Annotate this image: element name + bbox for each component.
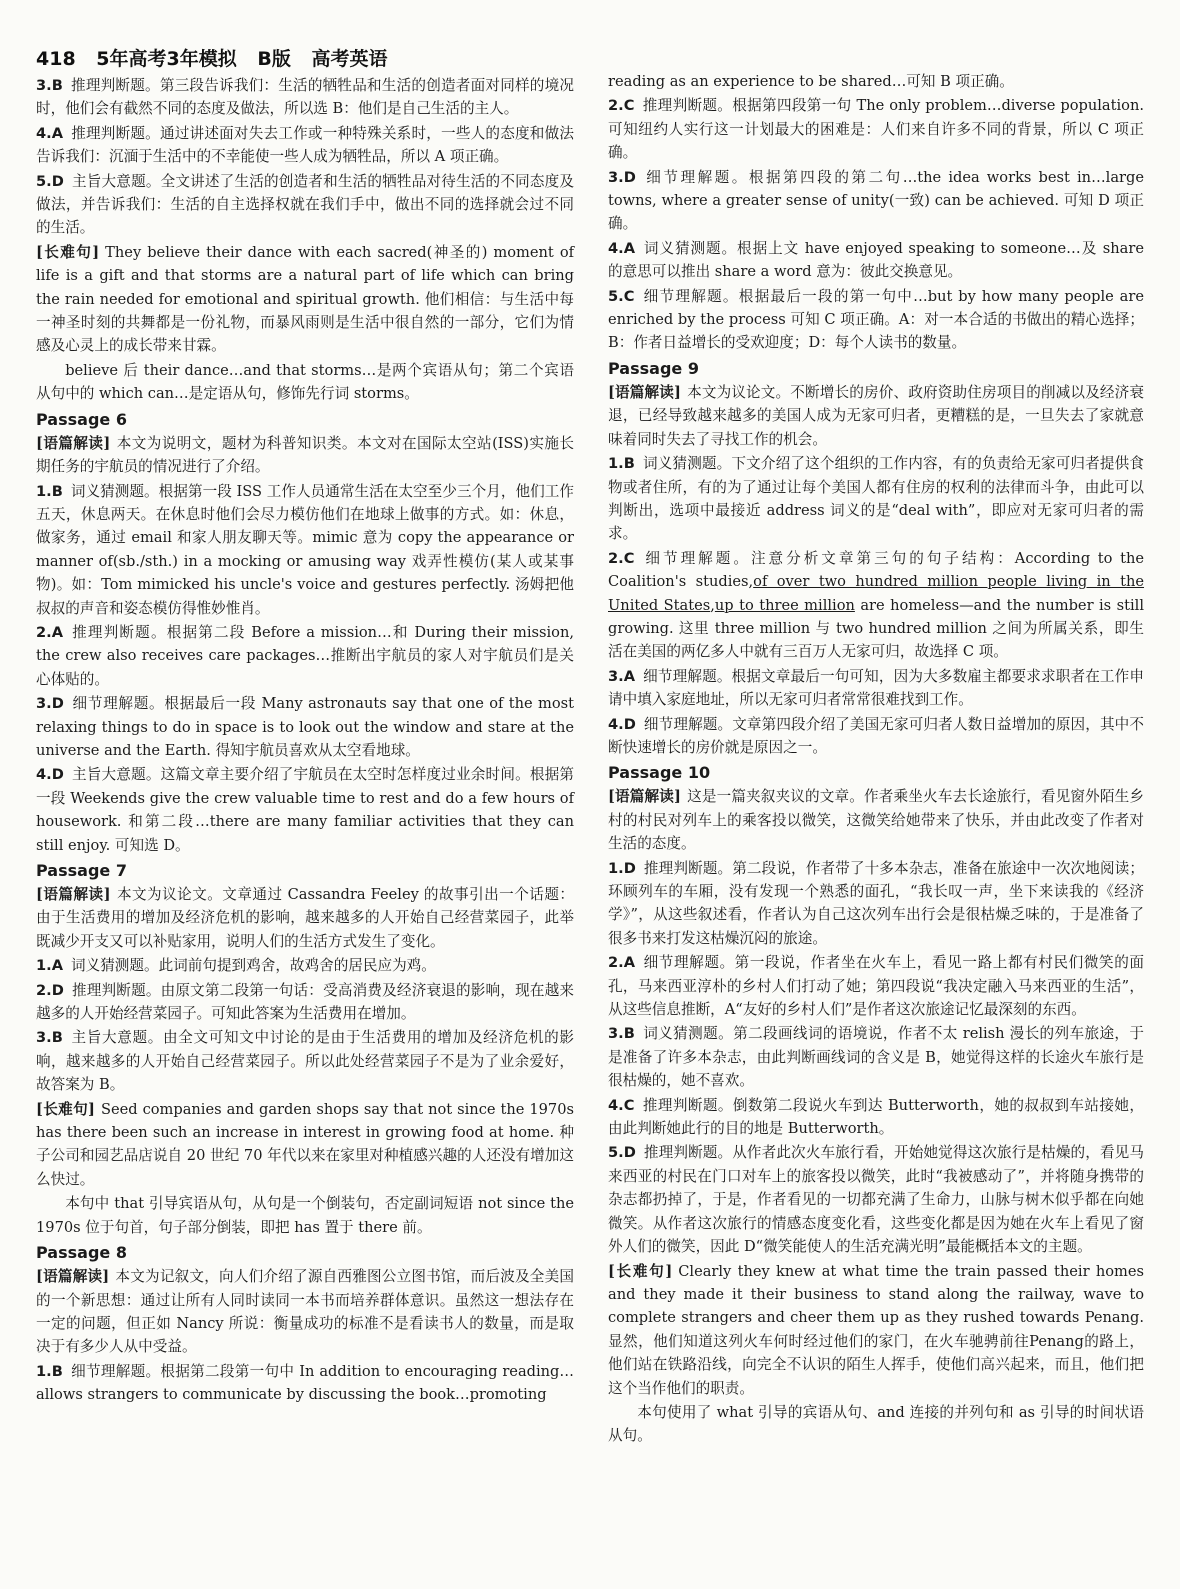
answer-number: 4.C [608,1096,635,1114]
passage-title: Passage 8 [36,1243,127,1263]
passage-intro [608,381,1144,451]
long-sentence-label: [长难句] [36,243,100,261]
answer-number: 2.A [36,623,63,641]
answer-number: 3.D [608,168,636,186]
answer-explanation: 推理判断题。从作者此次火车旅行看，开始她觉得这次旅行是枯燥的，看见马来西亚的村民在门口对车上的旅客投以微笑，此时“我被感动了”，并将随身携带的杂志都扔掉了，于是，作者看见的一切都充满了生命力，山脉与树木似乎都在向她微笑。从作者这次旅行的情感态度变化看，这些变化都是因为她在火车上看见了窗外人们的微笑，因此 D“微笑能使人的生活充满光明”最能概括本文的主题。 [608,1144,1144,1256]
answer-number: 2.A [608,954,635,972]
answer-item [36,954,574,977]
answer-item [608,1094,1144,1141]
passage-title: Passage 7 [36,861,127,880]
answer-explanation: 词义猜测题。下文介绍了这个组织的工作内容，有的负责给无家可归者提供食物或者住所，有的为了通过让每个美国人都有住房的权利的法律而斗争，由此可以判断出，选项中最接近 address 词义的是“deal with”，即应对无家可归者的需求。 [608,455,1144,543]
answer-explanation-pre: 细节理解题。注意分析文章第三句的句子结构：According to the Coalition's studies, [608,549,1144,591]
answer-item [36,1360,574,1407]
answer-item [36,170,574,240]
answer-number: 1.D [608,859,636,877]
intro-text: 这是一篇夹叙夹议的文章。作者乘坐火车去长途旅行，看见窗外陌生乡村的村民对列车上的乘客投以微笑，这微笑给她带来了快乐，并由此改变了作者对生活的态度。 [608,788,1144,853]
answer-explanation: 推理判断题。倒数第二段说火车到达 Butterworth，她的叔叔到车站接她，由此判断她此行的目的地是 Butterworth。 [608,1096,1144,1138]
answer-number: 1.A [36,957,63,975]
subject: 高考英语 [311,48,388,70]
passage-intro [608,785,1144,855]
answer-item [608,94,1144,164]
answer-explanation: 推理判断题。第三段告诉我们：生活的牺牲品和生活的创造者面对同样的境况时，他们会有截然不同的态度及做法，所以选 B：他们是自己生活的主人。 [36,77,574,118]
answer-item [36,692,574,762]
long-sentence [608,1260,1144,1400]
edition: B版 [257,48,291,70]
left-column [36,74,574,1408]
answer-number: 2.D [36,981,64,999]
answer-explanation-post: are homeless—and the number is still growing. 这里 three million 与 two hundred million 之间为所属关系，即生活在美国的两亿多人中就有三百万人无家可归，故选择 C 项。 [608,596,1144,661]
answer-item [608,665,1144,712]
long-sentence [36,241,574,358]
answer-number: 5.D [608,1144,636,1162]
answer-explanation: 词义猜测题。根据上文 have enjoyed speaking to someone…及 share 的意思可以推出 share a word 意为：彼此交换意见。 [608,239,1144,281]
underlined-phrase: up to three million [714,596,855,614]
answer-explanation-mid: , [710,596,715,614]
intro-label: [语篇解读] [608,788,681,806]
intro-text: 本文为议论文。不断增长的房价、政府资助住房项目的削减以及经济衰退，已经导致越来越多的美国人成为无家可归者，更糟糕的是，一旦失去了家就意味着同时失去了寻找工作的机会。 [608,383,1144,448]
underlined-phrase: of over two hundred million people living in the United States [608,573,1145,614]
answer-item [36,1026,574,1096]
passage-title: Passage 10 [608,763,711,783]
answer-number: 3.A [608,667,635,685]
answer-number: 2.C [608,549,635,567]
answer-explanation: 细节理解题。根据第四段的第二句…the idea works best in…large towns, where a greater sense of unity(一致) can be achieved. 可知 D 项正确。 [608,168,1144,233]
answer-number: 4.A [36,124,63,142]
answer-item [36,763,574,857]
answer-number: 4.D [36,766,64,784]
answer-explanation: 推理判断题。根据第四段第一句 The only problem…diverse population. 可知纽约人实行这一计划最大的困难是：人们来自许多不同的背景，所以 C 项正确。 [608,97,1144,162]
answer-item [608,951,1144,1021]
long-sentence-note: believe 后 their dance…and that storms…是两个宾语从句；第二个宾语从句中的 which can…是定语从句，修饰先行词 storms。 [36,361,574,403]
answer-number: 5.D [36,172,64,190]
intro-text: 本文为说明文，题材为科普知识类。本文对在国际太空站(ISS)实施长期任务的宇航员的情况进行了介绍。 [36,434,574,476]
answer-explanation: 细节理解题。根据第二段第一句中 In addition to encouraging reading…allows strangers to communicate by discussing the book…promoting [36,1362,574,1404]
long-sentence [36,1098,574,1192]
long-sentence-label: [长难句] [36,1100,95,1118]
answer-explanation: 细节理解题。根据最后一段的第一句中…but by how many people are enriched by the process 可知 C 项正确。A：对一本合适的书做出的精心选择；B：作者日益增长的受欢迎度；D：每个人读书的数量。 [608,287,1144,352]
right-column [608,70,1144,1449]
answer-item [36,74,574,121]
answer-number: 3.B [608,1025,635,1043]
answer-number: 3.B [36,77,63,94]
answer-item [36,979,574,1026]
answer-explanation: 词义猜测题。根据第一段 ISS 工作人员通常生活在太空至少三个月，他们工作五天，休息两天。在休息时他们会尽力模仿他们在地球上做事的方式。如：休息，做家务，通过 email 和家人朋友聊天等。mimic 意为 copy the appearance or manner of(sb./sth.) in a mocking or amusing way 戏弄性模仿(某人或某事物)。如：Tom mimicked his uncle's voice and gestures perfectly. 汤姆把他叔叔的声音和姿态模仿得惟妙惟肖。 [36,482,574,617]
passage-intro [36,1265,574,1359]
answer-explanation: 细节理解题。文章第四段介绍了美国无家可归者人数日益增加的原因，其中不断快速增长的房价就是原因之一。 [608,715,1144,756]
long-sentence-text: Seed companies and garden shops say that not since the 1970s has there been such an increase in interest in growing food at home. 种子公司和园艺品店说自 20 世纪 70 年代以来在家里对种植感兴趣的人还没有增加这么快过。 [36,1100,574,1188]
passage-intro [36,432,574,479]
intro-label: [语篇解读] [36,886,111,903]
answer-explanation: 主旨大意题。这篇文章主要介绍了宇航员在太空时怎样度过业余时间。根据第一段 Weekends give the crew valuable time to rest and do a few hours of housework. 和第二段…there are many familiar activities that they can still enjoy. 可知选 D。 [36,766,574,854]
answer-item [608,713,1144,760]
book-title: 5年高考3年模拟 [96,48,237,70]
answer-number: 5.C [608,287,635,305]
long-sentence-note: 本句使用了 what 引导的宾语从句、and 连接的并列句和 as 引导的时间状语从句。 [608,1403,1144,1445]
answer-explanation: 推理判断题。由原文第二段第一句话：受高消费及经济衰退的影响，现在越来越多的人开始经营菜园子。可知此答案为生活费用在增加。 [36,981,574,1023]
answer-number: 4.D [608,715,636,733]
long-sentence-note: 本句中 that 引导宾语从句，从句是一个倒装句，否定副词短语 not since the 1970s 位于句首，句子部分倒装，即把 has 置于 there 前。 [36,1195,574,1236]
answer-item [608,857,1144,951]
answer-item [608,547,1144,664]
answer-item [608,237,1144,284]
answer-explanation: 主旨大意题。全文讲述了生活的创造者和生活的牺牲品对待生活的不同态度及做法，并告诉我们：生活的自主选择权就在我们手中，做出不同的选择就会过不同的生活。 [36,172,574,237]
answer-number: 3.B [36,1029,63,1047]
answer-item [36,122,574,169]
answer-explanation: 推理判断题。根据第二段 Before a mission…和 During their mission, the crew also receives care packages…推断出宇航员的家人对宇航员们是关心体贴的。 [36,623,574,688]
answer-number: 4.A [608,239,635,257]
answer-number: 2.C [608,97,635,115]
answer-item [608,1022,1144,1092]
answer-number: 1.B [36,482,63,500]
intro-label: [语篇解读] [36,434,111,452]
passage-title: Passage 6 [36,409,127,429]
answer-item [608,285,1144,355]
answer-explanation: 词义猜测题。第二段画线词的语境说，作者不太 relish 漫长的列车旅途，于是准备了许多本杂志，由此判断画线词的含义是 B，她觉得这样的长途火车旅行是很枯燥的，她不喜欢。 [608,1025,1144,1090]
answer-item [36,621,574,691]
answer-explanation: 主旨大意题。由全文可知文中讨论的是由于生活费用的增加及经济危机的影响，越来越多的人开始自己经营菜园子。所以此处经营菜园子不是为了业余爱好，故答案为 B。 [36,1029,574,1094]
answer-explanation: 推理判断题。通过讲述面对失去工作或一种特殊关系时，一些人的态度和做法告诉我们：沉湎于生活中的不幸能使一些人成为牺牲品，所以 A 项正确。 [36,124,574,166]
answer-continuation: reading as an experience to be shared…可知 B 项正确。 [608,73,1014,90]
intro-label: [语篇解读] [36,1268,110,1286]
answer-explanation: 细节理解题。根据文章最后一句可知，因为大多数雇主都要求求职者在工作申请中填入家庭地址，所以无家可归者常常很难找到工作。 [608,667,1144,709]
answer-number: 1.B [36,1362,63,1380]
answer-item [608,452,1144,546]
long-sentence-text: Clearly they knew at what time the train passed their homes and they made it their business to stand along the railway, wave to complete strangers and cheer them up as they rushed towards Penang. 显然，他们知道这列火车何时经过他们的家门，在火车驰骋前往Penang的路上，他们站在铁路沿线，向完全不认识的陌生人挥手，使他们高兴起来，而且，他们把这个当作他们的职责。 [608,1262,1145,1397]
intro-label: [语篇解读] [608,383,681,401]
answer-explanation: 细节理解题。第一段说，作者坐在火车上，看见一路上都有村民们微笑的面孔，马来西亚淳朴的乡村人们打动了她；第四段说“我决定融入马来西亚的生活”，从这些信息推断，A“友好的乡村人们”是作者这次旅途记忆最深刻的东西。 [608,954,1144,1019]
answer-number: 1.B [608,455,635,473]
answer-explanation: 词义猜测题。此词前句提到鸡舍，故鸡舍的居民应为鸡。 [71,957,436,975]
answer-number: 3.D [36,695,64,713]
intro-text: 本文为议论文。文章通过 Cassandra Feeley 的故事引出一个话题：由于生活费用的增加及经济危机的影响，越来越多的人开始自己经营菜园子，此举既减少开支又可以补贴家用，说明人们的生活方式发生了变化。 [36,886,574,950]
long-sentence-text: They believe their dance with each sacred(神圣的) moment of life is a gift and that storms are a natural part of life which can bring the rain needed for emotional and spiritual growth. 他们相信：与生活中每一神圣时刻的共舞都是一份礼物，而暴风雨则是生活中很自然的一部分，它们为情感及心灵上的成长带来甘霖。 [36,243,575,355]
passage-title: Passage 9 [608,358,699,378]
answer-explanation: 推理判断题。第二段说，作者带了十多本杂志，准备在旅途中一次次地阅读；环顾列车的车厢，没有发现一个熟悉的面孔，“我长叹一声，坐下来读我的《经济学》”，从这些叙述看，作者认为自己这次列车出行会是很枯燥乏味的，于是准备了很多书来打发这枯燥沉闷的旅途。 [608,859,1144,947]
intro-text: 本文为记叙文，向人们介绍了源自西雅图公立图书馆，而后波及全美国的一个新思想：通过让所有人同时读同一本书而培养群体意识。虽然这一想法存在一定的问题，但正如 Nancy 所说：衡量成功的标准不是看读书人的数量，而是取决于有多少人从中受益。 [36,1268,574,1356]
answer-item [36,480,574,620]
passage-intro [36,883,574,953]
page-number: 418 [36,48,76,70]
long-sentence-label: [长难句] [608,1262,673,1280]
answer-item [608,1141,1144,1258]
answer-explanation: 细节理解题。根据最后一段 Many astronauts say that one of the most relaxing things to do in space is to look out the window and stare at the universe and the Earth. 得知宇航员喜欢从太空看地球。 [36,695,574,759]
answer-item [608,166,1144,236]
